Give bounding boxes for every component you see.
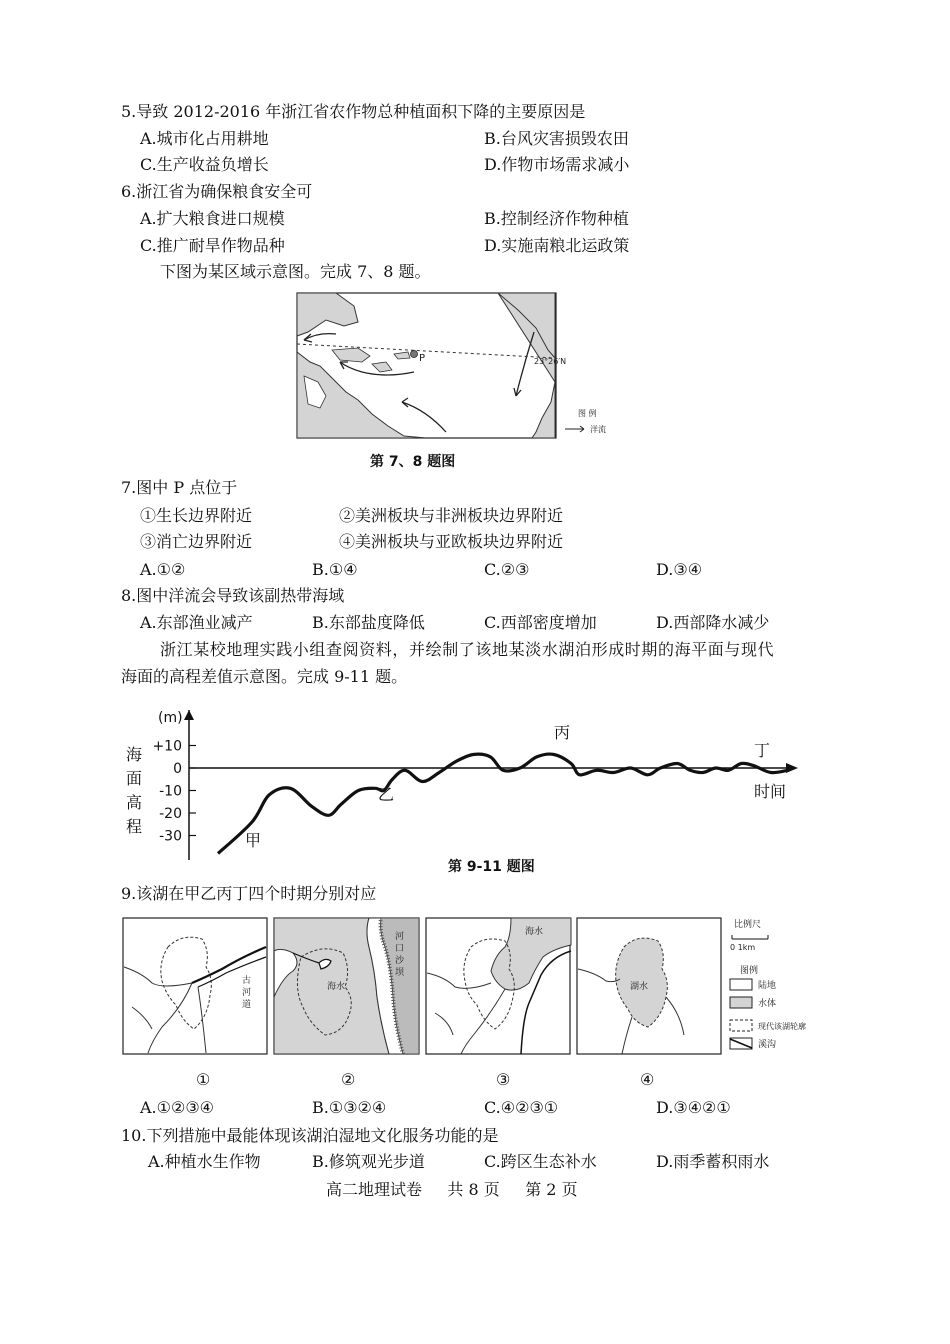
q5-option-b: B.台风灾害损毁农田 xyxy=(484,129,629,148)
panel-label-3: ③ xyxy=(496,1070,511,1089)
legend-gully: 溪沟 xyxy=(758,1040,777,1050)
map-legend-title: 图 例 xyxy=(578,409,597,418)
q5-stem: 5.导致 2012-2016 年浙江省农作物总种植面积下降的主要原因是 xyxy=(121,102,586,121)
q8-stem: 8.图中洋流会导致该副热带海域 xyxy=(121,586,345,605)
x-axis-label: 时间 xyxy=(754,782,787,801)
q8-option-a: A.东部渔业减产 xyxy=(140,613,253,632)
y-unit-label: (m) xyxy=(158,710,183,726)
sea-level-line xyxy=(218,754,788,853)
lake-panel-1 xyxy=(122,917,268,1055)
q9-stem: 9.该湖在甲乙丙丁四个时期分别对应 xyxy=(121,884,377,903)
lake-panel-2 xyxy=(273,917,420,1055)
y-tick-label: -10 xyxy=(159,783,182,800)
lake-panel-3 xyxy=(425,917,571,1055)
panel-label-4: ④ xyxy=(640,1070,655,1089)
q7-item-4: ④美洲板块与亚欧板块边界附近 xyxy=(339,532,564,551)
y-tick-label: -20 xyxy=(159,806,182,822)
q7-item-3: ③消亡边界附近 xyxy=(140,532,253,551)
q5-option-d: D.作物市场需求减小 xyxy=(484,155,630,174)
y-axis-label xyxy=(126,745,142,836)
q6-stem: 6.浙江省为确保粮食安全可 xyxy=(121,182,313,201)
point-p-label: P xyxy=(419,353,426,364)
legend-land: 陆地 xyxy=(758,981,777,991)
legend-title: 图例 xyxy=(740,966,759,976)
y-axis-label-char: 海 xyxy=(126,745,143,764)
legend-water: 水体 xyxy=(758,999,777,1009)
page-footer: 高二地理试卷 共 8 页 第 2 页 xyxy=(326,1180,578,1199)
point-p-marker xyxy=(411,351,418,358)
y-axis-label-char: 高 xyxy=(126,793,143,812)
map-legend-item: 洋流 xyxy=(590,425,606,434)
p2-sea-label: 海水 xyxy=(327,982,346,992)
q6-option-a: A.扩大粮食进口规模 xyxy=(140,209,285,228)
water-swatch xyxy=(730,997,752,1008)
y-axis-label-char: 面 xyxy=(126,769,143,788)
q6-option-b: B.控制经济作物种植 xyxy=(484,209,629,228)
intro-7-8: 下图为某区域示意图。完成 7、8 题。 xyxy=(160,262,431,281)
intro-9-11-line2: 海面的高程差值示意图。完成 9-11 题。 xyxy=(121,667,408,686)
q7-option-d: D.③④ xyxy=(656,560,703,579)
q9-option-a: A.①②③④ xyxy=(140,1098,215,1117)
q7-item-2: ②美洲板块与非洲板块边界附近 xyxy=(339,506,564,525)
q7-item-1: ①生长边界附近 xyxy=(140,506,253,525)
q5-option-a: A.城市化占用耕地 xyxy=(140,129,269,148)
q9-option-b: B.①③②④ xyxy=(312,1098,387,1117)
y-tick-label: -30 xyxy=(159,828,182,845)
p2-sand-label: 河口沙坝 xyxy=(395,932,405,978)
q9-option-d: D.③④②① xyxy=(656,1098,731,1117)
q8-option-b: B.东部盐度降低 xyxy=(312,613,425,632)
chart-caption: 第 9-11 题图 xyxy=(448,859,535,875)
q7-option-c: C.②③ xyxy=(484,560,530,579)
y-axis-label-char: 程 xyxy=(126,817,143,836)
q10-stem: 10.下列措施中最能体现该湖泊湿地文化服务功能的是 xyxy=(121,1126,499,1145)
lake-legend xyxy=(726,917,826,1055)
q9-option-c: C.④②③① xyxy=(484,1098,559,1117)
q10-option-c: C.跨区生态补水 xyxy=(484,1152,597,1171)
p1-label: 古河道 xyxy=(242,976,252,1010)
q10-option-a: A.种植水生作物 xyxy=(148,1152,261,1171)
intro-9-11-line1: 浙江某校地理实践小组查阅资料，并绘制了该地某淡水湖泊形成时期的海平面与现代 xyxy=(160,640,775,659)
p4-lake-label: 湖水 xyxy=(630,982,649,992)
annotation-ding: 丁 xyxy=(754,741,771,760)
q8-option-c: C.西部密度增加 xyxy=(484,613,597,632)
q6-option-d: D.实施南粮北运政策 xyxy=(484,236,630,255)
q7-option-a: A.①② xyxy=(140,560,186,579)
annotation-jia: 甲 xyxy=(245,831,262,850)
q7-stem: 7.图中 P 点位于 xyxy=(121,478,238,497)
land-swatch xyxy=(730,979,752,990)
p3-sea-label: 海水 xyxy=(525,927,544,937)
q8-option-d: D.西部降水减少 xyxy=(656,613,770,632)
sea-level-chart xyxy=(120,700,810,865)
map-caption: 第 7、8 题图 xyxy=(370,454,456,470)
legend-outline: 现代该湖轮廓 xyxy=(758,1022,806,1031)
y-tick-label: 0 xyxy=(173,761,182,777)
q10-option-d: D.雨季蓄积雨水 xyxy=(656,1152,770,1171)
scale-title: 比例尺 xyxy=(734,920,762,930)
lake-panel-4 xyxy=(576,917,722,1055)
outline-swatch xyxy=(730,1020,752,1031)
q10-option-b: B.修筑观光步道 xyxy=(312,1152,425,1171)
q5-option-c: C.生产收益负增长 xyxy=(140,155,269,174)
q6-option-c: C.推广耐旱作物品种 xyxy=(140,236,285,255)
y-tick-label: +10 xyxy=(152,738,182,755)
tropic-label: 23°26′N xyxy=(534,357,567,366)
panel-label-1: ① xyxy=(196,1070,211,1089)
panel-label-2: ② xyxy=(341,1070,356,1089)
q7-option-b: B.①④ xyxy=(312,560,358,579)
region-map xyxy=(296,292,606,440)
scale-value: 0 1km xyxy=(730,943,756,952)
y-axis-arrow-icon xyxy=(184,710,194,720)
annotation-bing: 丙 xyxy=(554,723,571,742)
annotation-yi: 乙 xyxy=(378,785,395,804)
